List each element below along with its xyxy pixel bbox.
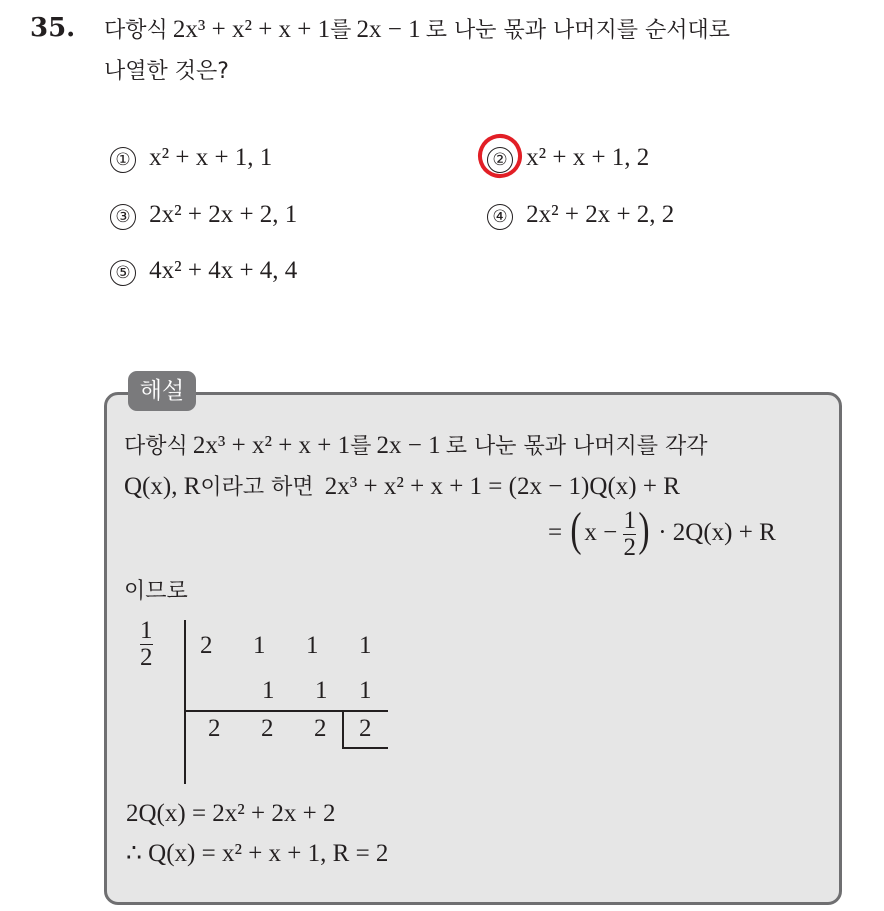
solution-line-2 <box>124 470 680 501</box>
divisor-numerator: 1 <box>140 617 153 644</box>
question-line-2: 나열한 것은? <box>104 59 229 84</box>
synthetic-cell: 2 <box>261 715 274 742</box>
choice-4[interactable] <box>487 201 674 230</box>
question-polynomial: 2x³ + x² + x + 1 <box>172 16 331 43</box>
synthetic-cell: 2 <box>208 715 221 742</box>
solution-box <box>104 392 842 905</box>
choice-text: 2x² + 2x + 2, 2 <box>526 201 675 228</box>
result-line-1: 2Q(x) = 2x² + 2x + 2 <box>126 800 336 827</box>
choice-number-2: ② <box>487 147 513 173</box>
solution-line-3 <box>548 503 776 563</box>
question-number: 35. <box>30 13 76 43</box>
choice-text: 4x² + 4x + 4, 4 <box>149 257 298 284</box>
solution-math: · 2Q(x) + R <box>658 519 776 546</box>
synthetic-cell: 1 <box>359 677 372 704</box>
solution-math: 2x³ + x² + x + 1 <box>192 432 351 459</box>
choice-number-5: ⑤ <box>110 260 136 286</box>
choice-text: x² + x + 1, 1 <box>149 144 273 171</box>
solution-math: Q(x), R <box>124 473 201 500</box>
solution-math: x − <box>584 519 618 546</box>
solution-text: 이라고 하면 <box>200 475 314 500</box>
synthetic-cell: 1 <box>359 632 372 659</box>
synthetic-cell: 2 <box>314 715 327 742</box>
synthetic-cell: 1 <box>306 632 319 659</box>
solution-line-1 <box>124 429 707 460</box>
right-paren: ) <box>638 503 650 557</box>
synthetic-cell: 1 <box>253 632 266 659</box>
question-text: 로 나눈 몫과 나머지를 순서대로 <box>425 18 730 43</box>
question-line-1 <box>104 13 730 44</box>
solution-text: 로 나눈 몫과 나머지를 각각 <box>445 434 708 459</box>
result-line-2: ∴ Q(x) = x² + x + 1, R = 2 <box>126 840 389 867</box>
question-text: 다항식 <box>104 18 168 43</box>
solution-tag: 해설 <box>128 371 196 411</box>
synthetic-cell: 1 <box>315 677 328 704</box>
choice-3[interactable] <box>110 201 297 230</box>
synthetic-cell: 2 <box>200 632 213 659</box>
choice-number-4: ④ <box>487 204 513 230</box>
question-divisor: 2x − 1 <box>356 16 421 43</box>
solution-text: 를 <box>350 434 372 459</box>
solution-math: 2x − 1 <box>376 432 441 459</box>
question-text: 를 <box>330 18 352 43</box>
remainder-box-bottom <box>342 747 388 749</box>
solution-text: 다항식 <box>124 434 188 459</box>
fraction-numerator: 1 <box>623 506 636 534</box>
choice-text: x² + x + 1, 2 <box>526 144 650 171</box>
synthetic-cell: 1 <box>262 677 275 704</box>
synthetic-divisor <box>140 618 153 671</box>
imeuro-text: 이므로 <box>124 579 188 604</box>
choice-number-3: ③ <box>110 204 136 230</box>
solution-equation: 2x³ + x² + x + 1 = (2x − 1)Q(x) + R <box>324 473 680 500</box>
fraction-half <box>623 508 636 561</box>
synthetic-remainder: 2 <box>359 715 372 742</box>
equals-sign: = <box>548 519 563 546</box>
remainder-box-left <box>342 710 344 748</box>
choice-text: 2x² + 2x + 2, 1 <box>149 201 298 228</box>
left-paren: ( <box>570 503 582 557</box>
synthetic-vertical-rule <box>184 620 186 784</box>
red-circle-mark <box>472 128 528 184</box>
fraction-denominator: 2 <box>623 533 636 561</box>
synthetic-horizontal-rule <box>184 710 388 712</box>
choice-number-1: ① <box>110 147 136 173</box>
choice-1[interactable] <box>110 144 272 173</box>
choice-5[interactable] <box>110 257 297 286</box>
divisor-denominator: 2 <box>140 644 153 671</box>
